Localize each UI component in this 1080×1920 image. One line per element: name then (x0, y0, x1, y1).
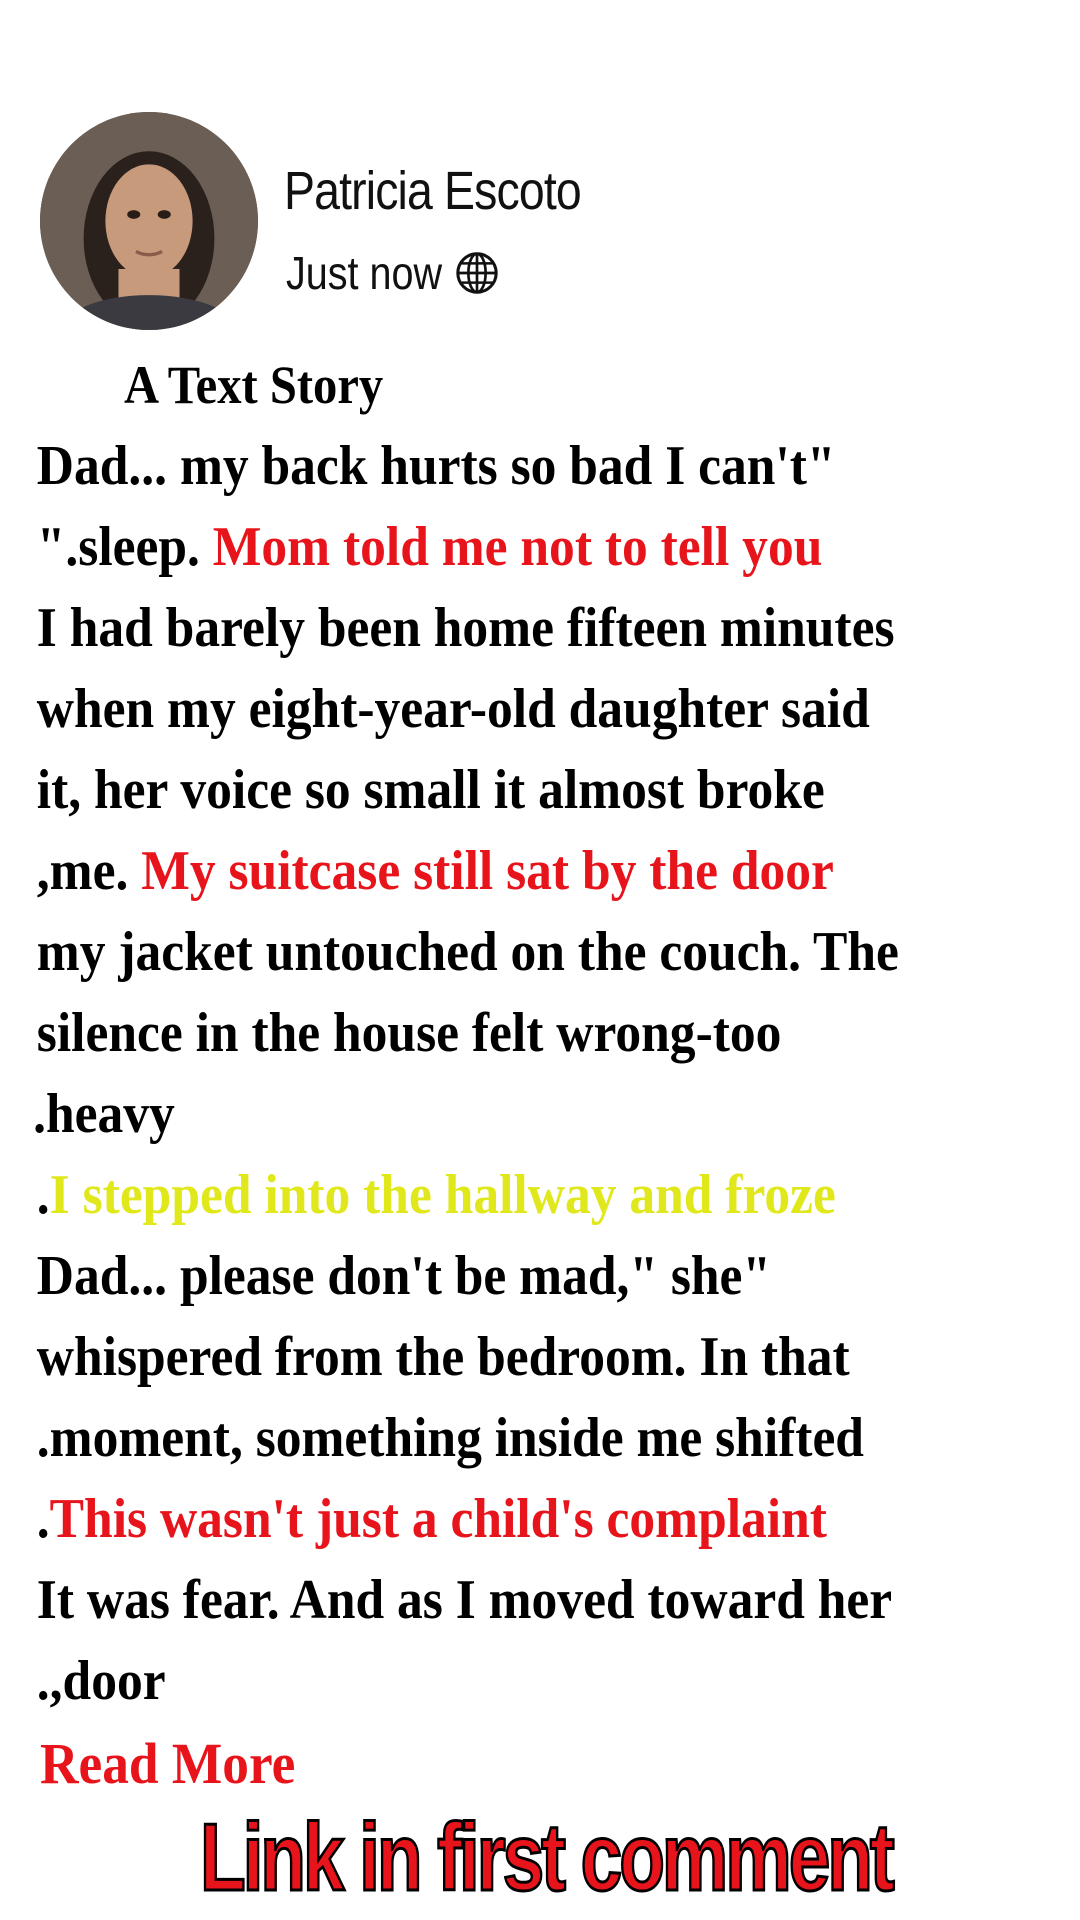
story-line (0, 912, 994, 993)
story-line (0, 426, 994, 507)
story-text-segment: silence in the house felt wrong-too (36, 1002, 782, 1064)
story-line (0, 1641, 994, 1722)
post-meta (286, 244, 500, 302)
post-header (0, 0, 1080, 340)
story-text-segment: I stepped into the hallway and froze (49, 1164, 836, 1226)
profile-photo (40, 112, 258, 330)
story-text-segment: My suitcase still sat by the door (141, 840, 834, 902)
story-line (0, 831, 994, 912)
story-text-segment: I had barely been home fifteen minutes (36, 597, 895, 659)
read-more-link[interactable]: Read More (40, 1731, 296, 1796)
story-line (0, 1155, 994, 1236)
story-line (0, 993, 994, 1074)
post-timestamp[interactable]: Just now (286, 247, 443, 299)
avatar[interactable] (40, 112, 258, 330)
story-text-segment: It was fear. And as I moved toward her (36, 1569, 893, 1631)
story-body (0, 426, 1080, 1722)
story-text-segment: ".sleep. (36, 516, 213, 578)
story-text-segment: when my eight-year-old daughter said (36, 678, 870, 740)
story-text-segment: it, her voice so small it almost broke (36, 759, 825, 821)
story-text-segment: . (36, 1164, 50, 1226)
story-line (0, 1398, 994, 1479)
story-line (0, 1479, 994, 1560)
story-line (0, 507, 994, 588)
story-text-segment: Dad... my back hurts so bad I can't" (36, 435, 836, 497)
story-text-segment: ,me. (36, 840, 142, 902)
story-text-segment: . (36, 1488, 50, 1550)
story-text-segment: Dad... please don't be mad," she" (36, 1245, 772, 1307)
story-line (0, 1560, 994, 1641)
story-text-segment: This wasn't just a child's complaint (49, 1488, 827, 1550)
story-line (0, 1074, 994, 1155)
story-line (0, 588, 994, 669)
story-title: A Text Story (124, 355, 384, 415)
story-text-segment: .,door (36, 1650, 166, 1712)
story-text-segment: .heavy (33, 1083, 175, 1145)
story-line (0, 1317, 994, 1398)
globe-icon (454, 250, 500, 296)
link-banner: Link in first comment (200, 1804, 892, 1911)
author-name[interactable]: Patricia Escoto (284, 161, 581, 221)
story-text-segment: .moment, something inside me shifted (36, 1407, 864, 1469)
story-text-segment: my jacket untouched on the couch. The (36, 921, 899, 983)
story-text-segment: Mom told me not to tell you (212, 516, 823, 578)
story-line (0, 669, 994, 750)
story-text-segment: whispered from the bedroom. In that (36, 1326, 850, 1388)
story-line (0, 750, 994, 831)
story-line (0, 1236, 994, 1317)
